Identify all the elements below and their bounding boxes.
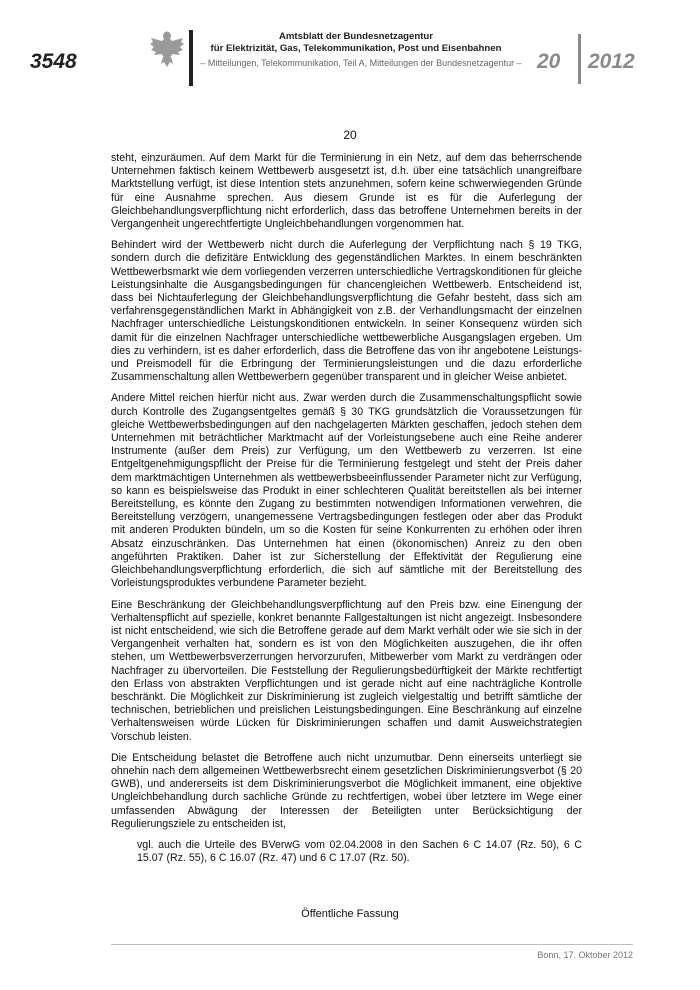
issue-number: 20 — [537, 50, 561, 73]
paragraph: Die Entscheidung belastet die Betroffene auch nicht unzumutbar. Denn einerseits unterliegt sie ohnehin nach dem allgemeinen Wettbewerbsrecht einem gesetzlichen Diskriminierungsverbot (§ 20 GWB), und andererseits ist dem Diskriminierungsverbot die Möglichkeit immanent, eine objektive Ungleichbehandlung durch sachliche Gründe zu rechtfertigen, wobei über letztere im Wege einer umfassenden Abwägung der Interessen der Beteiligten unter Berücksichtigung der Regulierungsziele zu entscheiden ist, — [111, 751, 582, 830]
publisher-name — [196, 31, 516, 55]
publication-subtitle: – Mitteilungen, Telekommunikation, Teil A, Mitteilungen der Bundesnetzagentur – — [200, 58, 522, 68]
header-divider-left — [189, 30, 193, 86]
footer-divider — [111, 944, 633, 945]
document-body — [111, 152, 582, 865]
header-divider-right — [578, 34, 581, 84]
publisher-line-2: für Elektrizität, Gas, Telekommunikation, Post und Eisenbahnen — [210, 43, 502, 54]
federal-eagle-icon — [150, 30, 184, 68]
publisher-line-1: Amtsblatt der Bundesnetzagentur — [278, 31, 434, 42]
issue-year: 2012 — [588, 50, 635, 73]
paragraph: Eine Beschränkung der Gleichbehandlungsverpflichtung auf den Preis bzw. eine Einengung der Verhaltenspflicht auf spezielle, konkret benannte Fallgestaltungen ist nicht angezeigt. Insbesondere ist nicht entscheidend, wie sich die Betroffene gerade auf dem Markt verhält oder wie sie sich in der Vergangenheit verhalten hat, sondern es ist von den Möglichkeiten auszugehen, die ihr offen stehen, um Wettbewerbsverzerrungen hervorzurufen, Mitbewerber vom Markt zu verdrängen oder Nachfrager zu übervorteilen. Die Feststellung der Regulierungsbedürftigkeit der Märkte rechtfertigt den Erlass von abstrakten Verpflichtungen und ist gerade nicht auf eine nachträgliche Kontrolle beschränkt. Die Möglichkeit zur Diskriminierung ist zugleich vielgestaltig und betrifft sämtliche der technischen, betrieblichen und preislichen Leistungsbedingungen. Eine Beschränkung auf einzelne Verhaltensweisen würde Lücken für Diskriminierungen schaffen und damit Ausweichstrategien Vorschub leisten. — [111, 598, 582, 743]
internal-page-number: 20 — [343, 128, 357, 142]
footer-date: Bonn, 17. Oktober 2012 — [537, 950, 633, 960]
page-number: 3548 — [30, 50, 77, 73]
paragraph: steht, einzuräumen. Auf dem Markt für die Terminierung in ein Netz, auf dem das beherrschende Unternehmen faktisch keinem Wettbewerb ausgesetzt ist, d.h. über eine tatsächlich unangreifbare Marktstellung verfügt, ist diese Intention stets anzunehmen, sofern keine schwerwiegenden Gründe für eine Ausnahme sprechen. Aus diesem Grunde ist es für die Auferlegung der Gleichbehandlungsverpflichtung nicht erforderlich, dass das betroffene Unternehmen bereits in der Vergangenheit ungerechtfertigte Ungleichbehandlungen vorgenommen hat. — [111, 152, 582, 231]
court-citation: vgl. auch die Urteile des BVerwG vom 02.04.2008 in den Sachen 6 C 14.07 (Rz. 50), 6 C 15.07 (Rz. 55), 6 C 16.07 (Rz. 47) und 6 C 17.07 (Rz. 50). — [137, 838, 582, 865]
paragraph: Andere Mittel reichen hierfür nicht aus. Zwar werden durch die Zusammenschaltungspflicht sowie durch Kontrolle des Zugangsentgeltes gemäß § 30 TKG grundsätzlich die Voraussetzungen für gleiche Wettbewerbsbedingungen auf den nachgelagerten Märkten geschaffen, jedoch stehen dem Unternehmen mit beträchtlicher Marktmacht auf der Vorleistungsebene auch eine Reihe anderer Instrumente (außer dem Preis) zur Verfügung, um den Wettbewerb zu verzerren. Ist eine Entgeltgenehmigungspflicht der Preise für die Terminierung festgelegt und steht der Preis daher dem marktmächtigen Unternehmen als wettbewerbsbeeinflussender Parameter nicht zur Verfügung, so kann es beispielsweise das Produkt in einer schlechteren Qualität bereitstellen als bei interner Bereitstellung, es könnte den Zugang zu bestimmten notwendigen Informationen verwehren, die Bereitstellung verzögern, unangemessene Vertragsbedingungen festlegen oder aber das Produkt mit anderen Produkten bündeln, um so die Kosten für seine Konkurrenten zu erhöhen oder ihren Absatz einzuschränken. Das Unternehmen hat einen (ökonomischen) Anreiz zu den oben angeführten Praktiken. Daher ist zur Sicherstellung der Effektivität der Regulierung eine Gleichbehandlungsverpflichtung erforderlich, die sich auf sämtliche mit der Bereitstellung des Vorleistungsproduktes verbundene Parameter bezieht. — [111, 392, 582, 590]
paragraph: Behindert wird der Wettbewerb nicht durch die Auferlegung der Verpflichtung nach § 19 TKG, sondern durch die defizitäre Entwicklung des gegenständlichen Marktes. In einem beschränkten Wettbewerbsmarkt wie dem vorliegenden verzerren unterschiedliche Vertragskonditionen für gleiche Leistungsinhalte die Ausgangsbedingungen für chancengleichen Wettbewerb. Entscheidend ist, dass bei Nichtauferlegung der Gleichbehandlungsverpflichtung die Gefahr besteht, dass sich am verfahrensgegenständlichen Markt in Abhängigkeit von z.B. der Verhandlungsmacht der einzelnen Nachfrager unterschiedliche Leistungskonditionen entwickeln. In seiner Konsequenz würden sich damit für die einzelnen Nachfrager unterschiedliche wettbewerbliche Ausgangslagen ergeben. Um dies zu verhindern, ist es daher erforderlich, dass die Betroffene das von ihr angebotene Leistungs- und Preismodell für die Erbringung der Terminierungsleistungen und die dazu erforderliche Zusammenschaltung allen Wettbewerbern gegenüber transparent und in gleicher Weise anbietet. — [111, 239, 582, 384]
public-version-label: Öffentliche Fassung — [301, 908, 399, 920]
